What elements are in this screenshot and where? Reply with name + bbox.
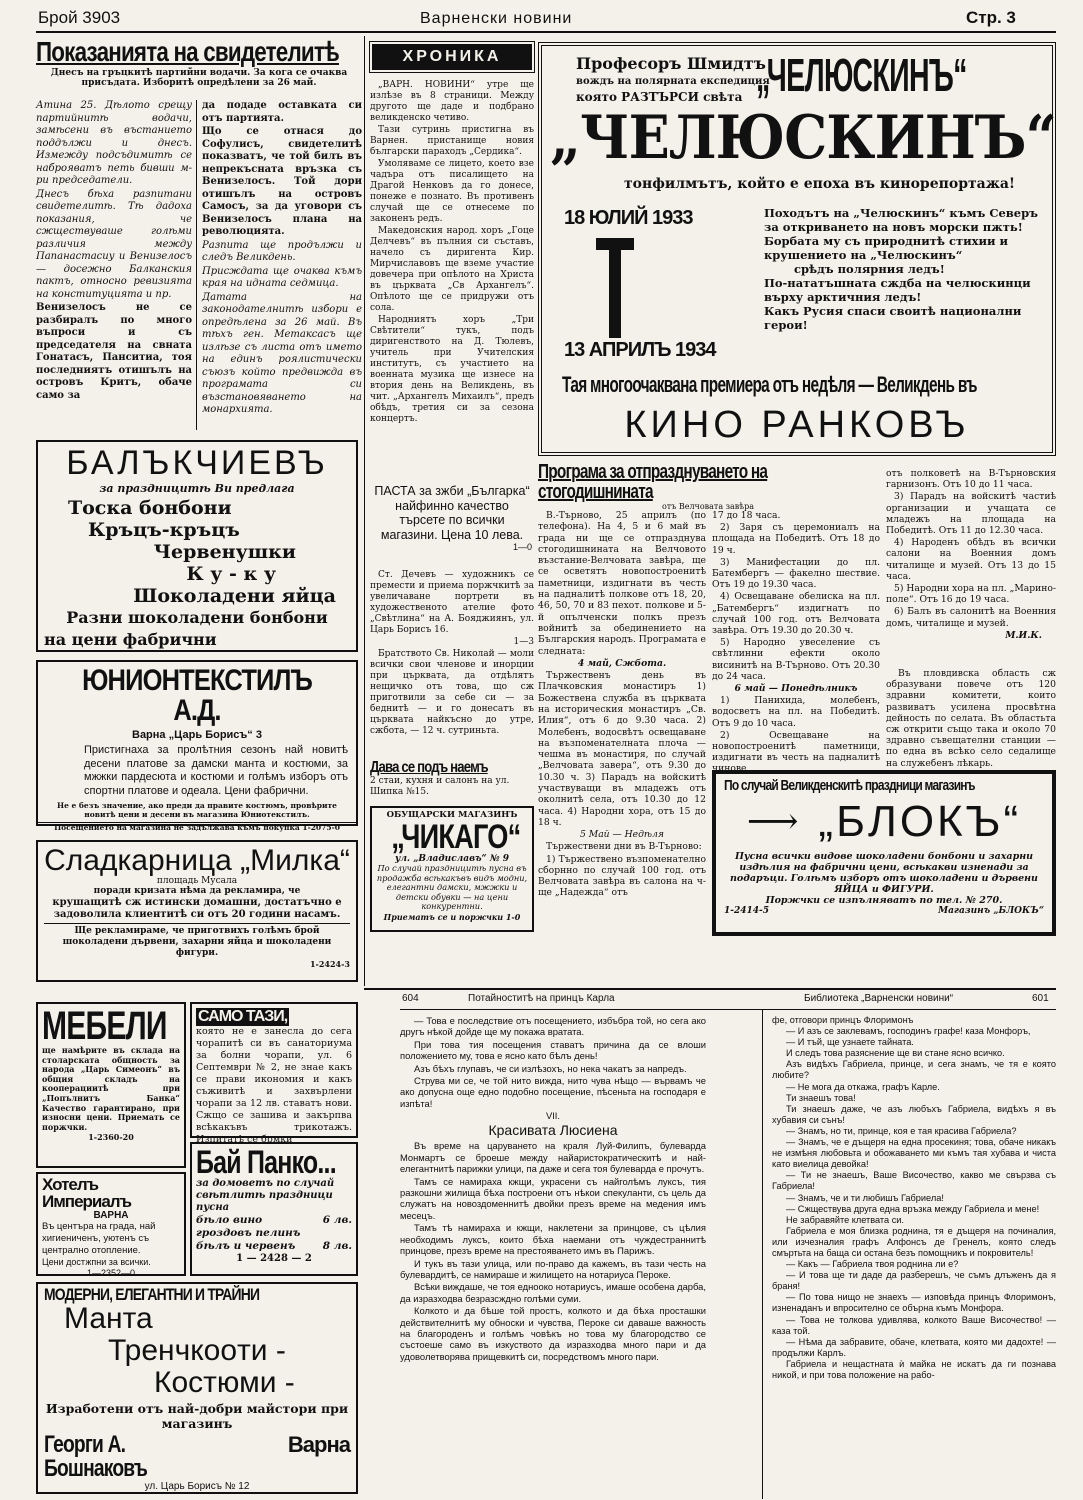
cinema-ship-big: „ЧЕЛЮСКИНЪ“ [550, 103, 1056, 173]
ad-rent [370, 760, 534, 800]
ad-top: ОБУЩАРСКИ МАГАЗИНЪ [386, 810, 518, 820]
paragraph: — Знамъ, че е дъщеря на една просекиня; това, обаче никакъ не измѣня любовьта и обожаването ми къмъ тая хубава и чиста като виелица девойка! [772, 1137, 1056, 1170]
ad-title: Бай Панко... [196, 1144, 336, 1180]
paragraph: Не забравяйте клетвата си. [786, 1214, 904, 1225]
paragraph: Присждата ще очаква къмъ края на идната седмица. [202, 265, 362, 289]
ad-line: крушащитѣ сж истински домашни, достатъчно е задоволила клиентитѣ си отъ 20 години насамъ. [44, 897, 350, 924]
ad-uniontextil [36, 660, 358, 832]
paragraph: Венизелосъ не се разбиралъ по много въпроси и съ председателя на свната Гонатасъ, Панситиа, тоя последниятъ отишълъ на островъ Критъ, обаче само за [36, 302, 192, 401]
column-rule-1 [364, 36, 365, 986]
ad-title: МЕБЕЛИ [42, 1004, 167, 1048]
paragraph: — По това нищо не знаехъ — изповѣда принцъ Флоримонъ, изненаданъ и впросително се обърна къмъ Монфора. [772, 1292, 1056, 1314]
paragraph: Ти знаешъ това! [786, 1092, 856, 1103]
chronicle-item: Тази сутринь пристигна въ Варнен. пристанище новия български параходъ „Сердика“. [370, 125, 534, 157]
ad-address: площадь Мусала [156, 876, 238, 886]
ad-text: По случай праздницитѣ пусна въ продажба всѣкакъвъ видъ модни, елегантни дамски, мжжки и детски обувки — на цени конкурентни. [376, 863, 528, 911]
cinema-professor: Професоръ Шмидтъ [576, 54, 766, 73]
notice-code: 1—3 [513, 637, 534, 647]
paragraph: — Знамъ, но ти, принце, коя е тая красива Габриела? [786, 1125, 1017, 1136]
ad-title: Хотелъ Империалъ [42, 1175, 131, 1211]
chronicle-item: Умоляваме се лицето, което взе чадъра отъ писалището на Драгой Ненковъ да го донесе, понеже е познато. Въ противенъ случай ще се отнесеме по законенъ редъ. [370, 159, 534, 224]
ad-code: 1—2352—0 [86, 1268, 136, 1278]
ad-pasta [372, 484, 532, 568]
pasta-text: ПАСТА за зжби „Българка“ найфинно качество търсете по всички магазини. Цена 10 лева. [374, 484, 530, 542]
price: 6 лв. [322, 1214, 352, 1226]
ad-city: ВАРНА [93, 1210, 129, 1221]
paragraph: 1) Тържествено възпоменателно сборнно по случай 100 год. отъ Велчовата завѣра въ салона на ч-ще „Надежда“ отъ [538, 853, 706, 899]
ad-title: Сладкарница „Милка“ [44, 844, 350, 877]
paragraph: Атина 25. Дѣлото срещу партийнитѣ водачи, замѣсени въ въстанието поддължи и днесъ. Измежду подсъдимитѣ се наброяватъ петь бивши м-ри председатели. [36, 100, 192, 186]
feuilleton-divider [762, 1009, 763, 1499]
paragraph: 5) Народно увеселение съ свѣтлинни ефекти около висинитѣ на В-Търново. Отъ 20.30 до 24 часа. [712, 637, 880, 682]
ad-footer: Цени достжпни за всички. [42, 1257, 151, 1267]
paragraph: Разпита ще продължи и следъ Великдень. [202, 239, 362, 263]
ad-item: Тоска бонбони [68, 497, 232, 519]
paragraph: Азъ видѣхъ Габриела, принце, и сега знамъ, че тя е която любите? [772, 1059, 1056, 1081]
ad-text: Пусна всички видове шоколадени бонбони и захарни издѣлия на фабрични цени, всѣкакви изненади за подаръци. Голѣмъ изборъ отъ шоколадени и дървени ЯЙЦА и ФИГУРИ. [730, 851, 1038, 895]
paragraph: 2) Заря съ церемониалъ на площада на Победитѣ. Отъ 18 до 19 ч. [712, 522, 880, 556]
ad-title: ЮНИОНТЕКСТИЛЪ А.Д. [82, 664, 312, 727]
ad-text: Въ центъра на града, най хигиениченъ, уютенъ съ централно отопление. [42, 1221, 156, 1256]
article-col-b [202, 100, 362, 432]
paragraph: — И тъй, ще узнаете тайната. [786, 1037, 914, 1048]
ad-cinema-cheluskin [538, 42, 1056, 456]
paragraph: И следъ това разяснение ще ви стане ясно всичко. [786, 1048, 1005, 1059]
ad-item: на цени фабрични [44, 630, 217, 649]
program-col-c [886, 468, 1056, 698]
paragraph: Тържественъ день въ Плачковския монастиръ 1) Божествена служба въ църквата на историческия монастиръ „Св. Илия“, отъ 6 до 9.30 часа. 2) Молебенъ, водосвѣтъ освещаване на възпоменателната плоча — чешма въ монастиря, по случай „Велчовата завера“, отъ 9.30 до 10.30 ч. 3) Парадъ на войскитѣ участвуващи въ младежъ отъ околнитѣ села, отъ 10.30 до 12 часа. 4) Народни хора, отъ 15 до 18 ч. [538, 670, 706, 828]
paragraph: Датата на законодателнитѣ избори е опредѣлена за 26 май. Въ тѣхъ ген. Метаксасъ ще излѣзе съ листа отъ името на единъ роялистически съюзъ който предвижда въ програмата си възстановяването на монархията. [202, 291, 362, 415]
price: 8 лв. [322, 1240, 352, 1252]
paragraph: — Нѣма да забравите, обаче, клетвата, която ми дадохте! — продължи Карлъ. [772, 1336, 1056, 1358]
ad-tagline: за праздницитѣ Ви предлага [99, 482, 295, 495]
cinema-ship-small: „ЧЕЛЮСКИНЪ“ [756, 49, 967, 101]
ad-address: ул. Царь Борисъ № 12 [144, 1481, 250, 1492]
feuilleton-title-right: Библиотека „Варненски новини“ [804, 993, 954, 1004]
ad-blok [712, 770, 1056, 936]
paragraph: В.-Търново, 25 априлъ (по телефона). На 4, 5 и 6 май въ града ни ще се отпразднува стогодишнината на Велчовото възстание-Велчовата завѣра, ще се осветятъ новопостроенитѣ паметници, издигнати въ честь на падналитѣ полкове отъ 18, 20, 46, 50, 70 и 83 пехот. полкове и 5-й опълченски полкъ презъ войнитѣ за обединението на Българския народъ. Програмата е следната: [538, 510, 706, 657]
arrow-right-icon: ⟶ [746, 801, 799, 842]
ad-item: Кръцъ-кръцъ [88, 519, 240, 541]
cinema-blurb [764, 206, 1054, 332]
paragraph: 2) Освещаване на новопостроенитѣ паметници, издигнати въ честь на падналитѣ чинове [712, 729, 880, 775]
program-subtitle: отъ Велчовата завѣра [661, 502, 755, 511]
cinema-leader: вождъ на полярната експедиция [576, 76, 770, 87]
masthead-rule [36, 31, 1056, 33]
paragraph: 17 до 18 часа. [712, 510, 781, 521]
ad-city: Варна [287, 1432, 350, 1457]
paragraph: Тържествени дни въ В-Търново: [546, 841, 702, 853]
chapter-heading: Красивата Люсиена [488, 1122, 618, 1139]
chapter-number: VII. [545, 1110, 561, 1122]
paragraph: Въ пловдивска область сж образувани повече отъ 120 здравни комитети, които развиватъ усилена просвѣтна дейность по селата. Въ областьта сж открити също така и около 70 здравно съвещателни станции — по една въ всѣко село седалище на служебенъ лѣкарь. [886, 668, 1056, 769]
ad-made: Изработени отъ най-добри майстори при магазинъ [45, 1401, 349, 1431]
ad-bay-panko [190, 1142, 358, 1276]
paragraph: — Ти не знаешъ, Ваше Височество, какво ме свързва съ Габриела! [772, 1170, 1056, 1192]
plovdiv-notice [886, 668, 1056, 768]
ad-line: Ще рекламираме, че приготвихъ голѣмъ брой шоколадени дървени, захарни яйца и шоколадени фигури. [62, 926, 332, 958]
cinema-line: Борбата му съ природнитѣ стихии и крушението на „Челюскинъ“ [764, 234, 1009, 262]
signature: М.И.К. [1005, 629, 1042, 641]
ad-text: Пристигнаха за пролѣтния сезонъ най новитѣ десени платове за дамски манта и костюми, за мжжки пардесюта и костюми и голѣмъ изборъ отъ спортни платове и одеала. Цени фабрични. [84, 744, 348, 797]
ad-address: ул. „Владиславъ“ № 9 [394, 854, 510, 864]
chronicle-title: ХРОНИКА [372, 44, 532, 70]
cinema-line: По-нататъшната сждба на челюскинци върху арктичния ледъ! [764, 276, 1031, 304]
article-witnesses [36, 38, 362, 434]
cinema-line: срѣдъ полярния ледъ! [794, 262, 945, 276]
notices [370, 570, 534, 750]
paragraph: Що се отнася до Софулисъ, свидетелитѣ показватъ, че той билъ въ непрекъсната връзка съ Венизелосъ. Той дори отишълъ на островъ Самосъ, за да уговори съ Венизелосъ плана на революцията. [202, 126, 362, 237]
paragraph: — Това е последствие отъ посещението, избъбра той, но сега ако другъ нѣкой дойде ще му покажа вратата. [400, 1015, 706, 1038]
paragraph: да подаде оставката си отъ партията. [202, 100, 362, 124]
paragraph: — И това ще ти даде да разберешъ, че съмъ длъженъ да я браня! [772, 1270, 1056, 1292]
paragraph: 4) Народенъ обѣдъ въ всички салони на Военния домъ читалище и музей. Отъ 13 до 15 часа. [886, 537, 1056, 582]
feuilleton-title-left: Потайноститѣ на принцъ Карла [468, 993, 615, 1004]
ad-signature [44, 1433, 350, 1481]
feuilleton-page-left: 604 [402, 993, 419, 1004]
ad-row [196, 1214, 352, 1227]
ad-title: „БЛОКЪ“ [818, 797, 1022, 846]
paragraph: 5) Народни хора на пл. „Марино-поле“. Отъ 16 до 19 часа. [886, 583, 1056, 606]
cinema-line: Походътъ на „Челюскинъ“ къмъ Северъ за откриването на новъ морски пжть! [764, 206, 1038, 234]
ad-title: БАЛЪКЧИЕВЪ [66, 444, 328, 482]
ad-code: 1-2360-20 [88, 1132, 134, 1143]
paragraph: При това тия посещения ставатъ причина да се влоши положението му, това е ясно като бѣлъ день! [400, 1038, 706, 1062]
feuilleton-left [400, 1015, 706, 1499]
article-subhead: Днесъ на гръцкитѣ партийни водачи. За кога се очаква присъдата. Изборитѣ опредѣлени за 26 май. [50, 68, 348, 88]
ad-text: ще намѣрите въ склада на столарската общность за народа „Царь Симеонъ“ въ общия складъ на кооперациитѣ при „Попълнитъ Банка“ Качество гарантирано, при износни цени. Приемать се поржчки. [42, 1045, 180, 1132]
ad-mebeli [36, 1002, 186, 1168]
cinema-date-1: 18 ЮЛИЙ 1933 [564, 207, 693, 229]
paragraph: — Сжществува друга една връзка между Габриела и мене! [786, 1203, 1040, 1214]
anchor-stem [609, 238, 621, 338]
paragraph: — Не мога да откажа, графъ Карле. [786, 1081, 940, 1092]
paragraph: — И азъ се заклевамъ, господинъ графе! каза Монфоръ, [786, 1026, 1031, 1037]
paragraph: — Знамъ, че и ти любишъ Габриела! [786, 1192, 944, 1203]
paragraph: Въ време на царуването на краля Луй-Филипъ, булеварда Монмартъ се броеше между найаристократическитѣ и най-елегантнитѣ парижки улици, па даже и сега тоя булеварда е прочутъ. [400, 1140, 706, 1175]
ad-balkchiev [36, 440, 358, 652]
feuilleton-rule [400, 1009, 1056, 1010]
ad-address: Варна „Царь Борисъ“ 3 [132, 729, 262, 741]
product: бѣло вино [196, 1214, 263, 1226]
ad-top: МОДЕРНИ, ЕЛЕГАНТНИ И ТРАЙНИ [44, 1285, 260, 1304]
feuilleton-page-right: 601 [1032, 993, 1049, 1004]
paragraph: Тамъ тѣ намираха и кжщи, наклетени за принцове, съ цѣлия необходимъ луксъ, които бѣха наемани отъ чуждестраннитѣ принцове, презъ време на престояването имъ въ Парижъ. [400, 1222, 706, 1257]
ad-name-row [724, 797, 1044, 847]
feuilleton [400, 993, 1056, 1500]
paragraph: И тукъ въ тази улица, или по-право да кажемъ, въ тази честь на булевардитѣ, се намираше и жилището на нотариуса Пероке. [400, 1257, 706, 1280]
ad-code: 1 — 2428 — 2 [236, 1253, 312, 1264]
paragraph: 3) Манифестации до пл. Батембергъ — факелно шествие. Отъ 19 до 19.30 часа. [712, 556, 880, 591]
rent-title: Дава се подъ наемъ [370, 759, 488, 776]
rent-text: 2 стаи, кухня и салонъ на ул. Шипка №15. [370, 776, 510, 797]
ad-code: 1-2414-5 [724, 906, 770, 916]
article-headline: Показанията на свидетелитѣ [36, 36, 339, 67]
paragraph: 6 май — Понедѣлникъ [734, 683, 858, 695]
masthead [0, 6, 1083, 30]
paragraph: Всѣки виждаше, че тоя еднооко нотариусъ, имаше особена дарба, да изразходва безразсждно голѣми суми. [400, 1281, 706, 1304]
ad-chicago [370, 806, 534, 932]
ad-title: САМО ТАЗИ, [198, 1008, 288, 1025]
issue-number: Брой 3903 [38, 8, 121, 27]
newspaper-title: Варненски новини [420, 10, 573, 27]
ad-footer [724, 906, 1044, 916]
product: бѣлъ и червенъ [196, 1240, 296, 1252]
chronicle-item: Народниятъ хоръ „Три Свѣтители“ тукъ, подъ диригенството на Д. Тюлевъ, учитель при Учителския институтъ, съ участието на военната музика ще изнесе на втория день на Великдень, въ чит. „Архангелъ Михаилъ“, предъ обѣдъ, третия си за сезона концертъ. [370, 315, 534, 424]
paragraph: Ти знаешъ даже, че азъ любъхъ Габриела, видѣхъ я въ хубавия си сънъ! [772, 1103, 1056, 1125]
section-rule [364, 988, 1056, 990]
cinema-premiere: Тая многоочаквана премиера отъ недѣля — Великдень въ [562, 372, 977, 397]
program-col-a [538, 510, 706, 990]
ad-samo-tazi [190, 1002, 358, 1145]
ad-text: за домоветъ по случай свѣтлитѣ праздници пусна [196, 1178, 335, 1213]
chronicle-item: „ВАРН. НОВИНИ“ утре ще излѣзе въ 8 страници. Между другото ще даде и подбрано великденско четиво. [370, 80, 534, 123]
paragraph: Днесъ бѣха разпитани свидетелитѣ. Тѣ дадоха показания, че сжществуваше голѣми различия между Папанастасиу и Венизелосъ — досежно Балканския пактъ, относно ревизията на конституцията и пр. [36, 188, 192, 300]
paragraph: Тамъ се намираха кжщи, украсени съ найголѣмъ луксъ, тия разкошни жилища бѣха построени отъ нѣкои спекуланти, съ цель да служатъ на новоздоменнитѣ двойки презъ време на медения имъ месецъ. [400, 1175, 706, 1221]
ad-row [196, 1240, 352, 1253]
chronicle-item: Македонския народ. хоръ „Гоце Делчевъ“ въ пълния си съставъ, начело съ диригента Кир. Мирчиславовъ ще вземе участие довечера при опѣлото на Христа въ църквата „Св Архангелъ“. Опѣлото ще се придружи отъ сола. [370, 226, 534, 313]
ad-row [196, 1227, 352, 1240]
paragraph: Габриела е моя близка роднина, тя е дъщеря на починалия, или изчезналия графъ Алфонсъ де Гренелъ, която следъ смъртьта на баща си остана безъ помощникъ и покровитель! [772, 1225, 1056, 1258]
paragraph: Колкото и да бѣше той простъ, колкото и да бѣха просташки действителнитѣ му обноски и чувства, Пероке си даваше важность на благороденъ и голѣмъ човѣкъ но това му благородство се състоеше само въ изкуството да изразходва много пари и да удоволетворява прищевкитѣ си, посредствомъ много пари. [400, 1305, 706, 1362]
page-number: Стр. 3 [966, 8, 1016, 27]
ad-name: Георги А. Бошнаковъ [44, 1431, 148, 1482]
cinema-shook: която РАЗТЪРСИ свѣта [576, 90, 743, 104]
ad-line: поради кризата нѣма да рекламира, че [93, 886, 301, 896]
ad-item: Червенушки [153, 541, 296, 563]
program-title: Програма за отпразднуването на стогодишнината [538, 461, 768, 503]
paragraph: 4) Освещаване обелиска на пл. „Батембергъ“ издигнатъ по случай 100 год. отъ Велчовата завѣра. Отъ 19.30 до 20.30 ч. [712, 591, 880, 637]
ad-item: К у - к у [186, 563, 276, 585]
column-divider [196, 100, 197, 430]
ad-text: която не е занесла до сега чорапитѣ си въ санаториума за болни чорапи, ул. 6 Септември № 2, не знае какъ се прави икономия и какъ съживитѣ и захвърлени чорапи за 12 лв. ставатъ нови. Сжщо се зашива и закърпва всѣкакъвъ трикотажъ. Изпитатѣ се брмки [196, 1026, 352, 1145]
ad-footer: Посещението на магазина не задължава къмъ покупка 1-2075-0 [38, 822, 356, 832]
paragraph: 6) Балъ въ салонитѣ на Военния домъ, читалище и музей. [886, 606, 1056, 629]
ad-orders: Поржчки се изпълняватъ по тел. № 270. [765, 895, 1003, 906]
ad-item: Разни шоколадени бонбони [66, 608, 328, 627]
cinema-tagline: тонфилмътъ, който е епоха въ кинорепортажа! [624, 176, 1016, 192]
article-col-a [36, 100, 192, 432]
ad-hotel-imperial [36, 1172, 186, 1276]
paragraph: Габриела и нещастната ѝ майка не искатъ да ги познава никой, и при това положение на рабо- [772, 1358, 1056, 1380]
ad-code: 1-2424-3 [309, 959, 350, 969]
paragraph: 1) Панихида, молебенъ, водосветъ на пл. на Победитѣ. Отъ 9 до 10 часа. [712, 695, 880, 729]
ad-title: „ЧИКАГО“ [391, 818, 521, 856]
paragraph: 4 май, Сжбота. [577, 657, 667, 669]
ad-line: Манта [64, 1302, 153, 1335]
ad-milka [36, 840, 358, 982]
ad-shop: Магазинъ „БЛОКЪ“ [938, 906, 1044, 916]
paragraph: Азъ бѣхъ глупавъ, че си излѣзохъ, но нека чакатъ за напредъ. [414, 1062, 687, 1074]
ad-line: Костюми - [154, 1366, 295, 1399]
ad-footer: Приематъ се и поржчки 1-0 [383, 911, 521, 922]
paragraph: Струва ми се, че той нито вижда, нито чува нѣщо — вървамъ че ако допусна още едно подобно посещение, пѣсеньта на господаря е изпѣта! [400, 1075, 706, 1109]
cinema-line: Какъ Русия спаси своитѣ национални герои! [764, 304, 1022, 332]
ad-top: По случай Великденскитѣ праздници магазинъ [724, 777, 975, 794]
cinema-date-2: 13 АПРИЛЪ 1934 [564, 339, 716, 361]
paragraph: — Какъ — Габриела твоя роднина ли е? [786, 1259, 959, 1270]
notice-dechev: Ст. Дечевъ — художникъ се премести и приема поржчкитѣ за увеличаване портрети въ художественото ателие фото „Свѣтлина“ на А. Бояджиянъ, ул. Царь Борисъ 16. [370, 570, 534, 635]
ad-item: Шоколадени яйца [133, 585, 336, 607]
ad-boshnakov [36, 1282, 358, 1494]
product: гроздовъ пелинъ [196, 1227, 301, 1239]
pasta-code: 1—0 [512, 542, 532, 552]
feuilleton-right [772, 1015, 1056, 1499]
ad-note: Не е безъ значение, ако преди да правите костюмъ, провѣрите новитѣ цени и десени въ магазина Юниотекстилъ. [57, 801, 337, 819]
paragraph: отъ полковетѣ на В-Търновския гарнизонъ. Отъ 10 до 11 часа. [886, 468, 1056, 491]
cinema-kino-ranko: КИНО РАНКОВЪ [624, 404, 970, 446]
paragraph: 5 Май — Недѣля [580, 829, 664, 841]
cinema-anchor-icon [596, 238, 634, 338]
paragraph: 3) Парадъ на войскитѣ частиѣ организации и учащата се младежъ на площада на Победитѣ. Отъ 11 до 12.30 часа. [886, 491, 1056, 537]
ad-line: Тренчкоoти - [108, 1334, 286, 1367]
paragraph: — Това не толкова удивлява, колкото Ваше Височество! — каза той. [772, 1314, 1056, 1336]
notice-bratstvo: Братството Св. Николай — моли всички свои членове и инорции при църквата, да отдѣлятъ нещичко отъ това, що сж приготвили за себе си — за беднитѣ — и го донесатъ въ църквата найкъсно до утре, сжбота, — 12 ч. сутриньта. [370, 649, 534, 736]
paragraph: фе, отговори принцъ Флоримонъ [772, 1015, 914, 1025]
